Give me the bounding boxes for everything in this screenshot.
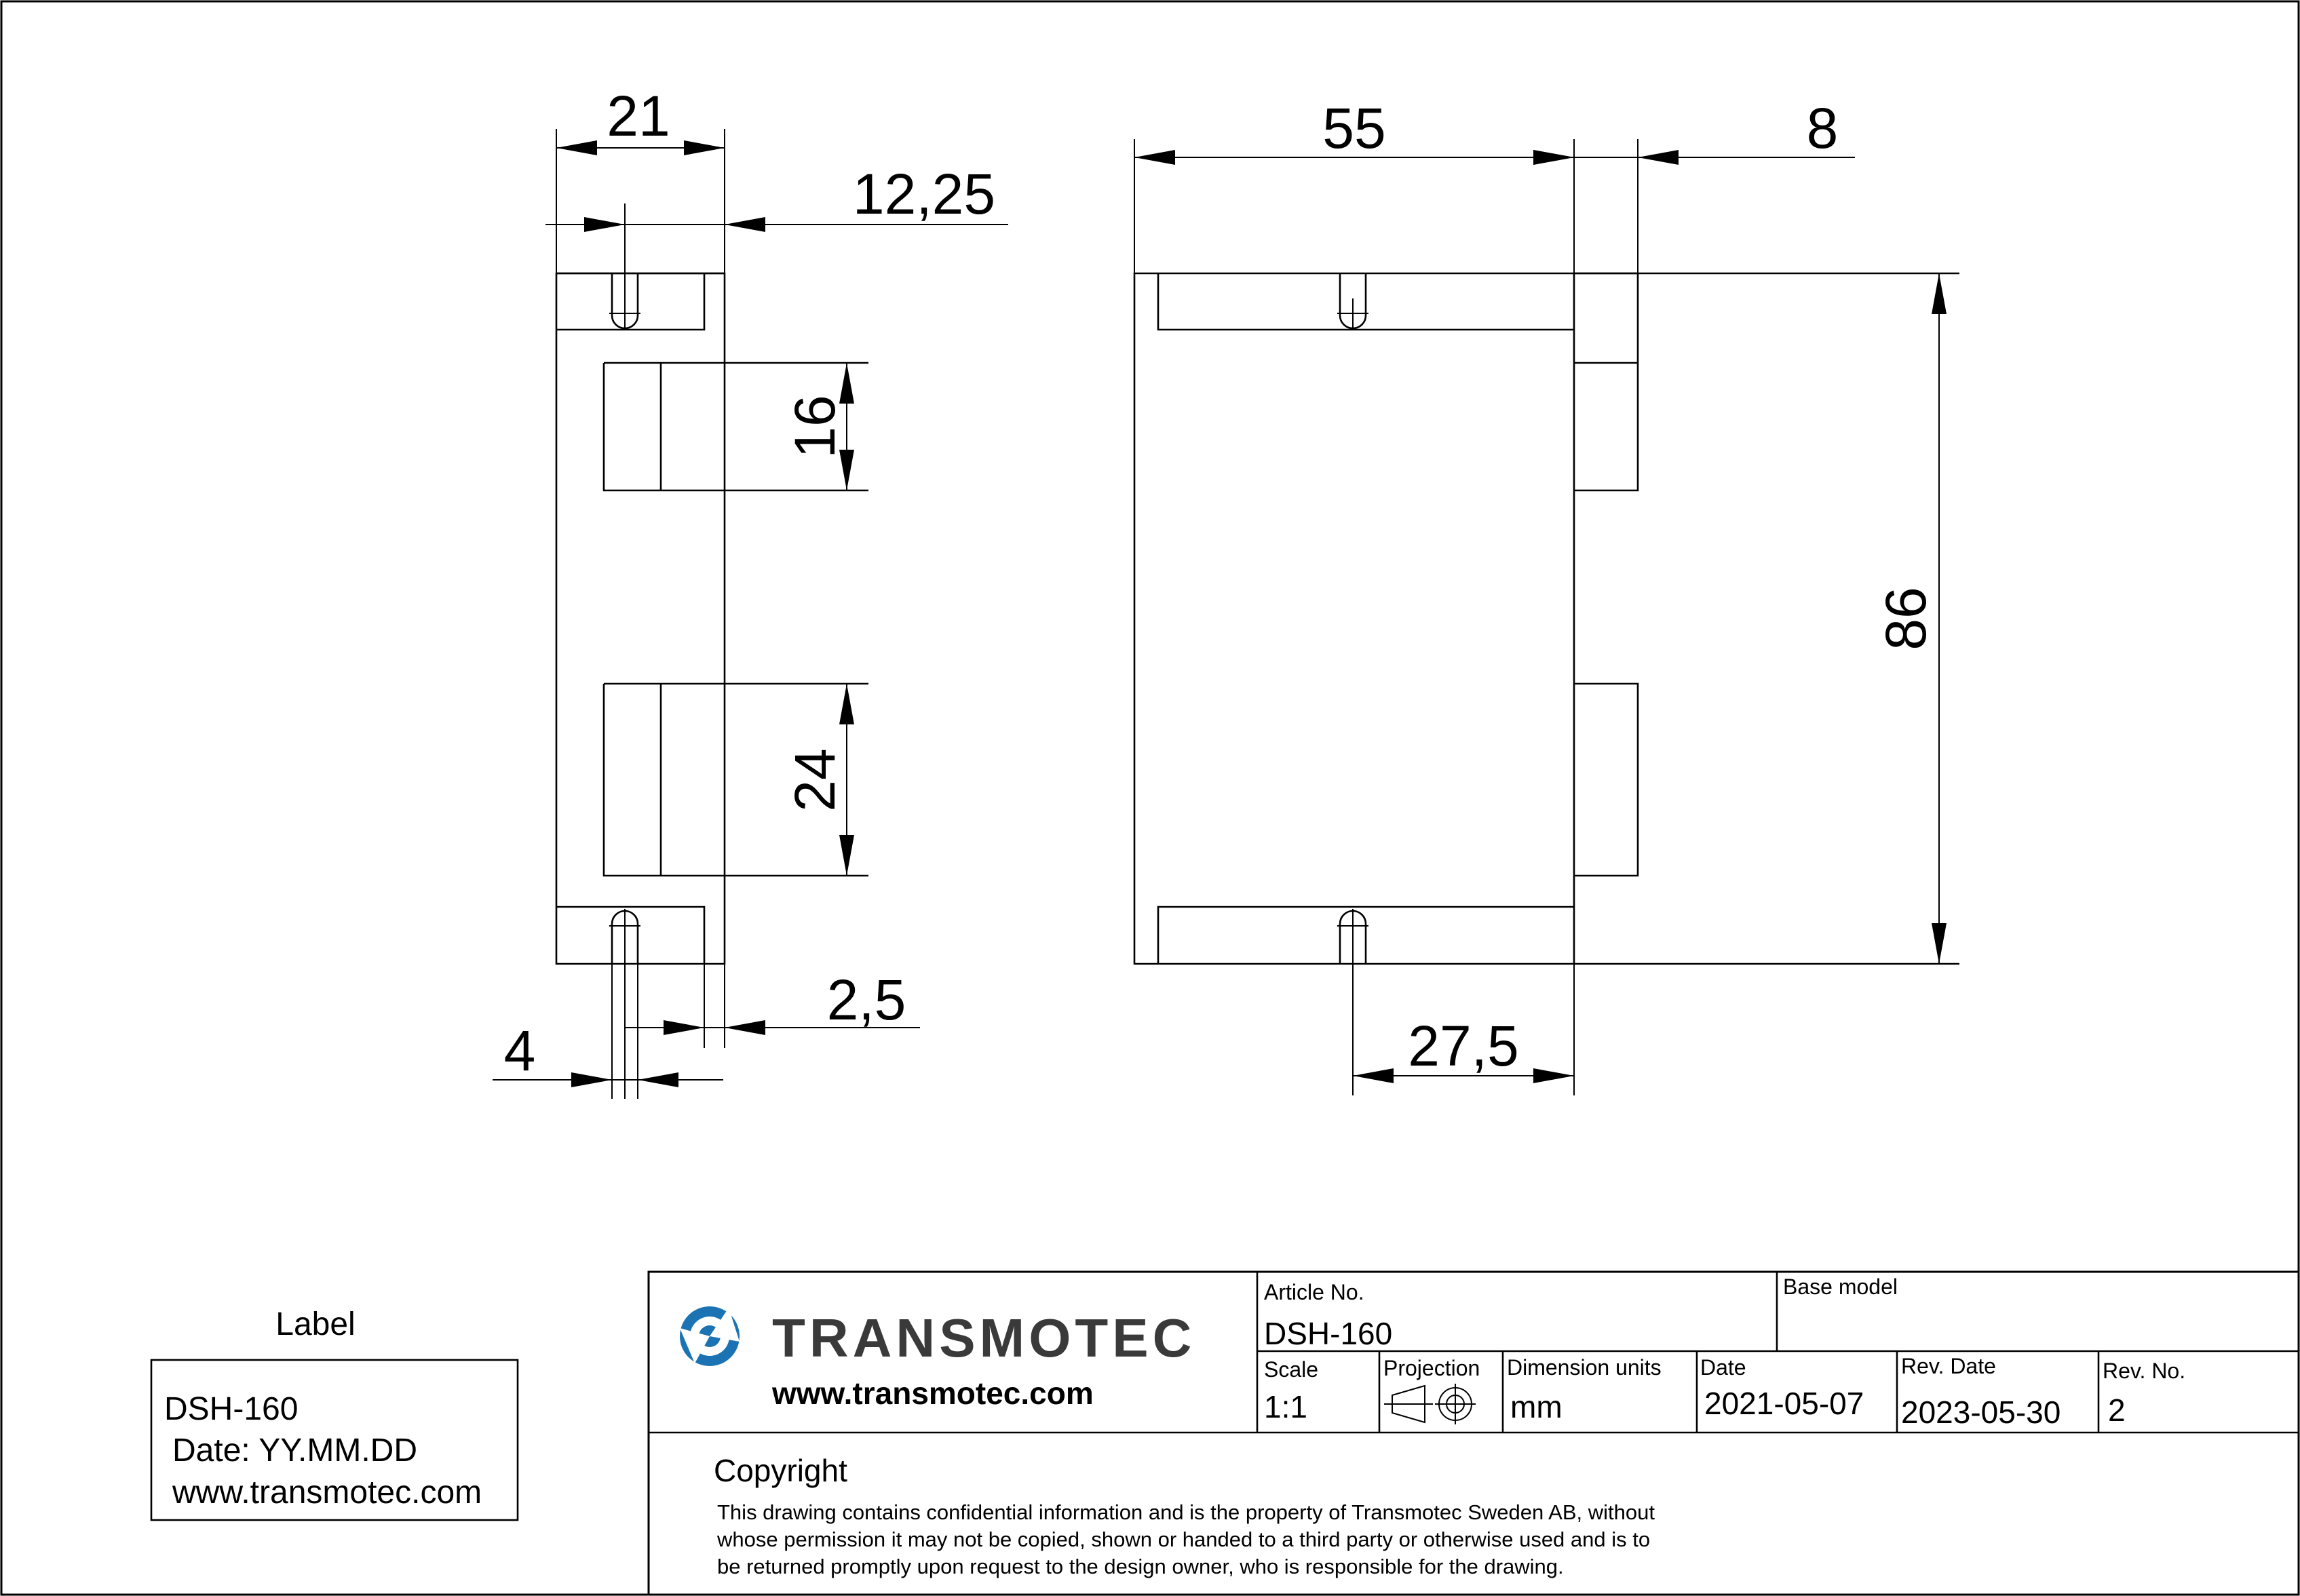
front-view-dimensions [1134, 139, 1947, 1095]
dimension-labels [504, 84, 1938, 1083]
side-view [556, 203, 868, 1099]
date-value: 2021-05-07 [1704, 1386, 1864, 1421]
first-angle-projection-icon [1384, 1384, 1476, 1424]
copyright-line-1: This drawing contains confidential information and is the property of Transmotec Sweden AB, without [717, 1500, 1655, 1524]
copyright-title: Copyright [714, 1453, 847, 1488]
front-view [1134, 273, 1959, 1095]
transmotec-logo [680, 1306, 1195, 1368]
label-line-1: DSH-160 [164, 1391, 299, 1427]
label-box [151, 1306, 518, 1520]
rev-date-label: Rev. Date [1901, 1354, 1996, 1378]
dim-slot-width: 4 [503, 1019, 536, 1083]
rev-no-value: 2 [2108, 1393, 2126, 1428]
scale-label: Scale [1264, 1357, 1319, 1382]
title-block [649, 1272, 2299, 1595]
website-url: www.transmotec.com [772, 1376, 1094, 1411]
label-line-3: www.transmotec.com [172, 1475, 482, 1511]
dim-side-offset: 12,25 [852, 162, 996, 226]
logo-wordmark: TRANSMOTEC [772, 1308, 1196, 1368]
base-model-label: Base model [1783, 1274, 1898, 1299]
dim-height: 86 [1874, 587, 1938, 650]
dim-units-label: Dimension units [1507, 1355, 1662, 1380]
dim-conn2-height: 24 [783, 748, 847, 812]
projection-label: Projection [1383, 1356, 1480, 1380]
article-no-value: DSH-160 [1264, 1316, 1393, 1351]
rev-no-label: Rev. No. [2103, 1359, 2186, 1383]
dim-front-width: 55 [1322, 96, 1386, 160]
dim-units-value: mm [1510, 1389, 1563, 1424]
copyright-line-3: be returned promptly upon request to the design owner, who is responsible for the drawing. [717, 1555, 1564, 1578]
label-caption: Label [275, 1306, 356, 1342]
dim-side-width: 21 [607, 84, 670, 148]
rev-date-value: 2023-05-30 [1901, 1395, 2061, 1430]
dim-conn1-height: 16 [783, 395, 847, 459]
dim-hole-offset: 27,5 [1408, 1014, 1519, 1078]
label-line-2: Date: YY.MM.DD [172, 1433, 418, 1468]
date-label: Date [1700, 1355, 1746, 1380]
scale-value: 1:1 [1264, 1389, 1307, 1424]
dim-side-wall: 2,5 [826, 968, 906, 1032]
copyright-line-2: whose permission it may not be copied, shown or handed to a third party or otherwise used and is to [717, 1527, 1651, 1551]
article-no-label: Article No. [1264, 1280, 1364, 1304]
side-view-dimensions [493, 129, 1008, 1099]
dim-front-depth: 8 [1806, 96, 1839, 160]
